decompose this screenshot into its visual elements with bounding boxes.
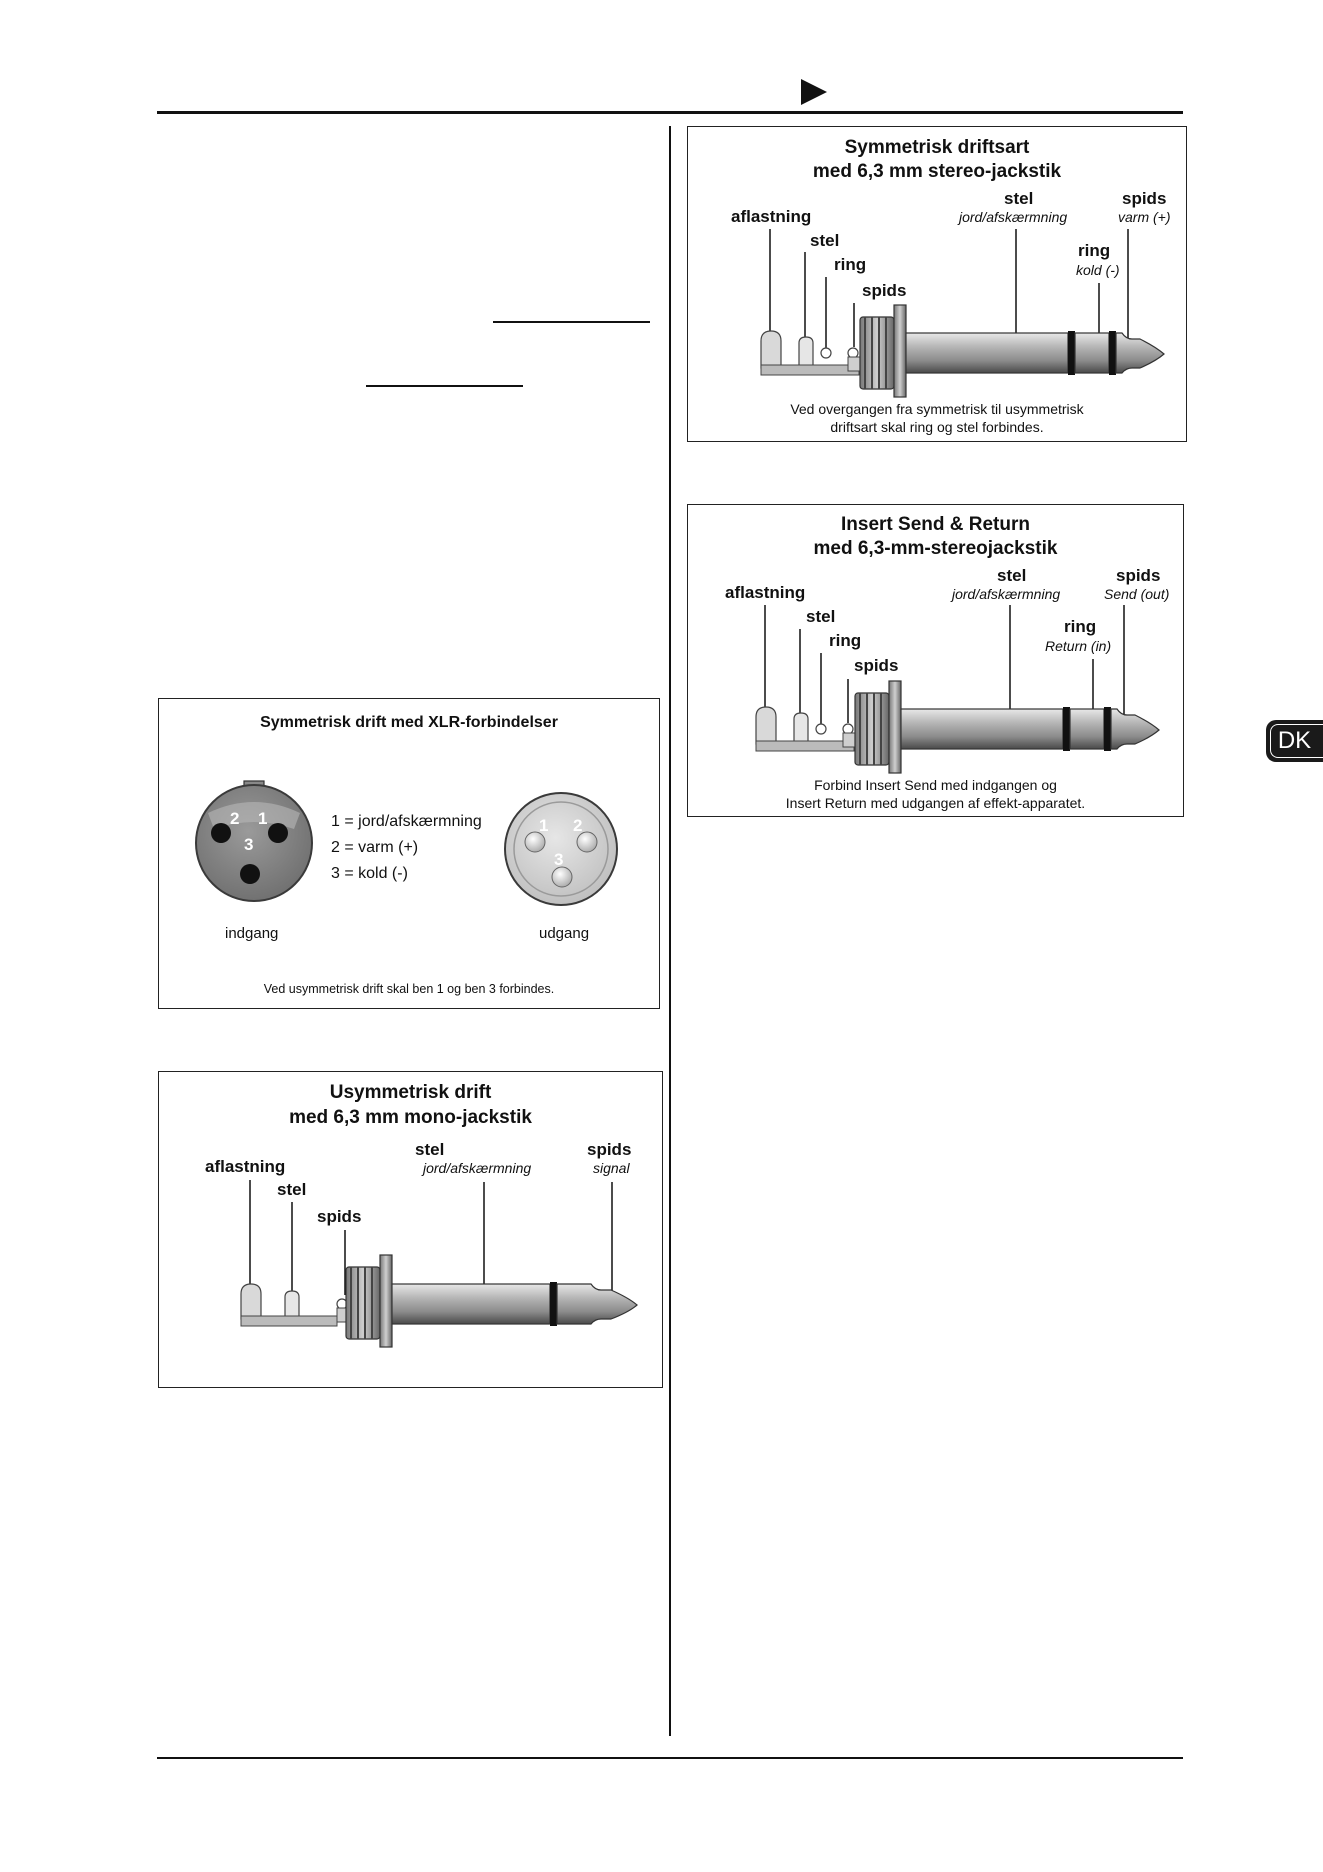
xlr-out-pin-1: 1 [539,816,549,835]
xlr-title: Symmetrisk drift med XLR-forbindelser [260,714,558,731]
xlr-input-label: indgang [225,925,279,942]
stereo-ring-label: ring [834,255,867,274]
insert-stel-label-2: stel [997,566,1027,585]
xlr-out-pin-2: 2 [573,816,583,835]
column-divider [669,126,671,1736]
stereo-ring-label-2: ring [1078,241,1111,260]
xlr-out-pin-3: 3 [554,850,564,869]
xlr-note: Ved usymmetrisk drift skal ben 1 og ben 3 forbindes. [263,982,555,996]
stereo-spids-label-2: spids [1122,189,1167,208]
mono-jack-box [158,1071,663,1388]
header-rule [157,111,1183,114]
xlr-diagram-box [158,698,660,1009]
stereo-spids-label: spids [862,281,907,300]
insert-jack-plug-drawing [688,505,1185,818]
mono-aflastning-label: aflastning [205,1157,286,1176]
xlr-in-pin-2: 2 [230,809,240,828]
stereo-title-1: Symmetrisk driftsart [844,137,1030,158]
mono-jack-plug-drawing [159,1072,664,1389]
mono-title-1: Usymmetrisk drift [329,1082,492,1103]
language-tab-dk[interactable] [1266,720,1323,762]
insert-spids-sub: Send (out) [1104,586,1170,602]
insert-ring-sub: Return (in) [1045,638,1112,654]
insert-note-1: Forbind Insert Send med indgangen og [814,777,1057,793]
xlr-legend-1: 1 = jord/afskærmning [331,813,482,830]
stereo-note-2: driftsart skal ring og stel forbindes. [830,419,1044,435]
stereo-stel-label-2: stel [1004,189,1034,208]
stereo-stel-label: stel [810,231,840,250]
insert-title-2: med 6,3-mm-stereojackstik [813,538,1058,559]
xlr-output-label: udgang [539,925,590,942]
text-underline [366,385,523,387]
mono-spids-label-2: spids [587,1140,632,1159]
xlr-in-pin-1: 1 [258,809,268,828]
stereo-title-2: med 6,3 mm stereo-jackstik [812,161,1062,182]
xlr-output-connector [503,791,619,907]
mono-spids-sub: signal [593,1160,630,1176]
insert-title-1: Insert Send & Return [841,514,1030,535]
xlr-in-pin-3: 3 [244,835,254,854]
insert-jack-box [687,504,1184,817]
xlr-legend-3: 3 = kold (-) [331,865,408,882]
insert-note-2: Insert Return med udgangen af effekt-apparatet. [785,795,1086,811]
insert-spids-label-2: spids [1116,566,1161,585]
insert-ring-label: ring [829,631,862,650]
mono-stel-sub: jord/afskærmning [423,1160,532,1176]
insert-stel-sub: jord/afskærmning [952,586,1061,602]
footer-rule [157,1757,1183,1759]
stereo-stel-sub: jord/afskærmning [959,209,1068,225]
text-underline [493,321,650,323]
play-arrow-icon [801,79,827,105]
stereo-spids-sub: varm (+) [1118,209,1171,225]
insert-spids-label: spids [854,656,899,675]
xlr-input-connector [194,783,314,903]
insert-stel-label: stel [806,607,836,626]
stereo-aflastning-label: aflastning [731,207,812,226]
xlr-legend-2: 2 = varm (+) [331,839,419,856]
stereo-note-1: Ved overgangen fra symmetrisk til usymmetrisk [790,401,1084,417]
insert-aflastning-label: aflastning [725,583,806,602]
stereo-jack-plug-drawing [688,127,1188,443]
insert-ring-label-2: ring [1064,617,1097,636]
stereo-ring-sub: kold (-) [1076,262,1120,278]
mono-spids-label: spids [317,1207,362,1226]
stereo-jack-box [687,126,1187,442]
mono-stel-label: stel [277,1180,307,1199]
language-tab-label: DK [1277,727,1312,754]
mono-stel-label-2: stel [415,1140,445,1159]
mono-title-2: med 6,3 mm mono-jackstik [289,1107,532,1128]
